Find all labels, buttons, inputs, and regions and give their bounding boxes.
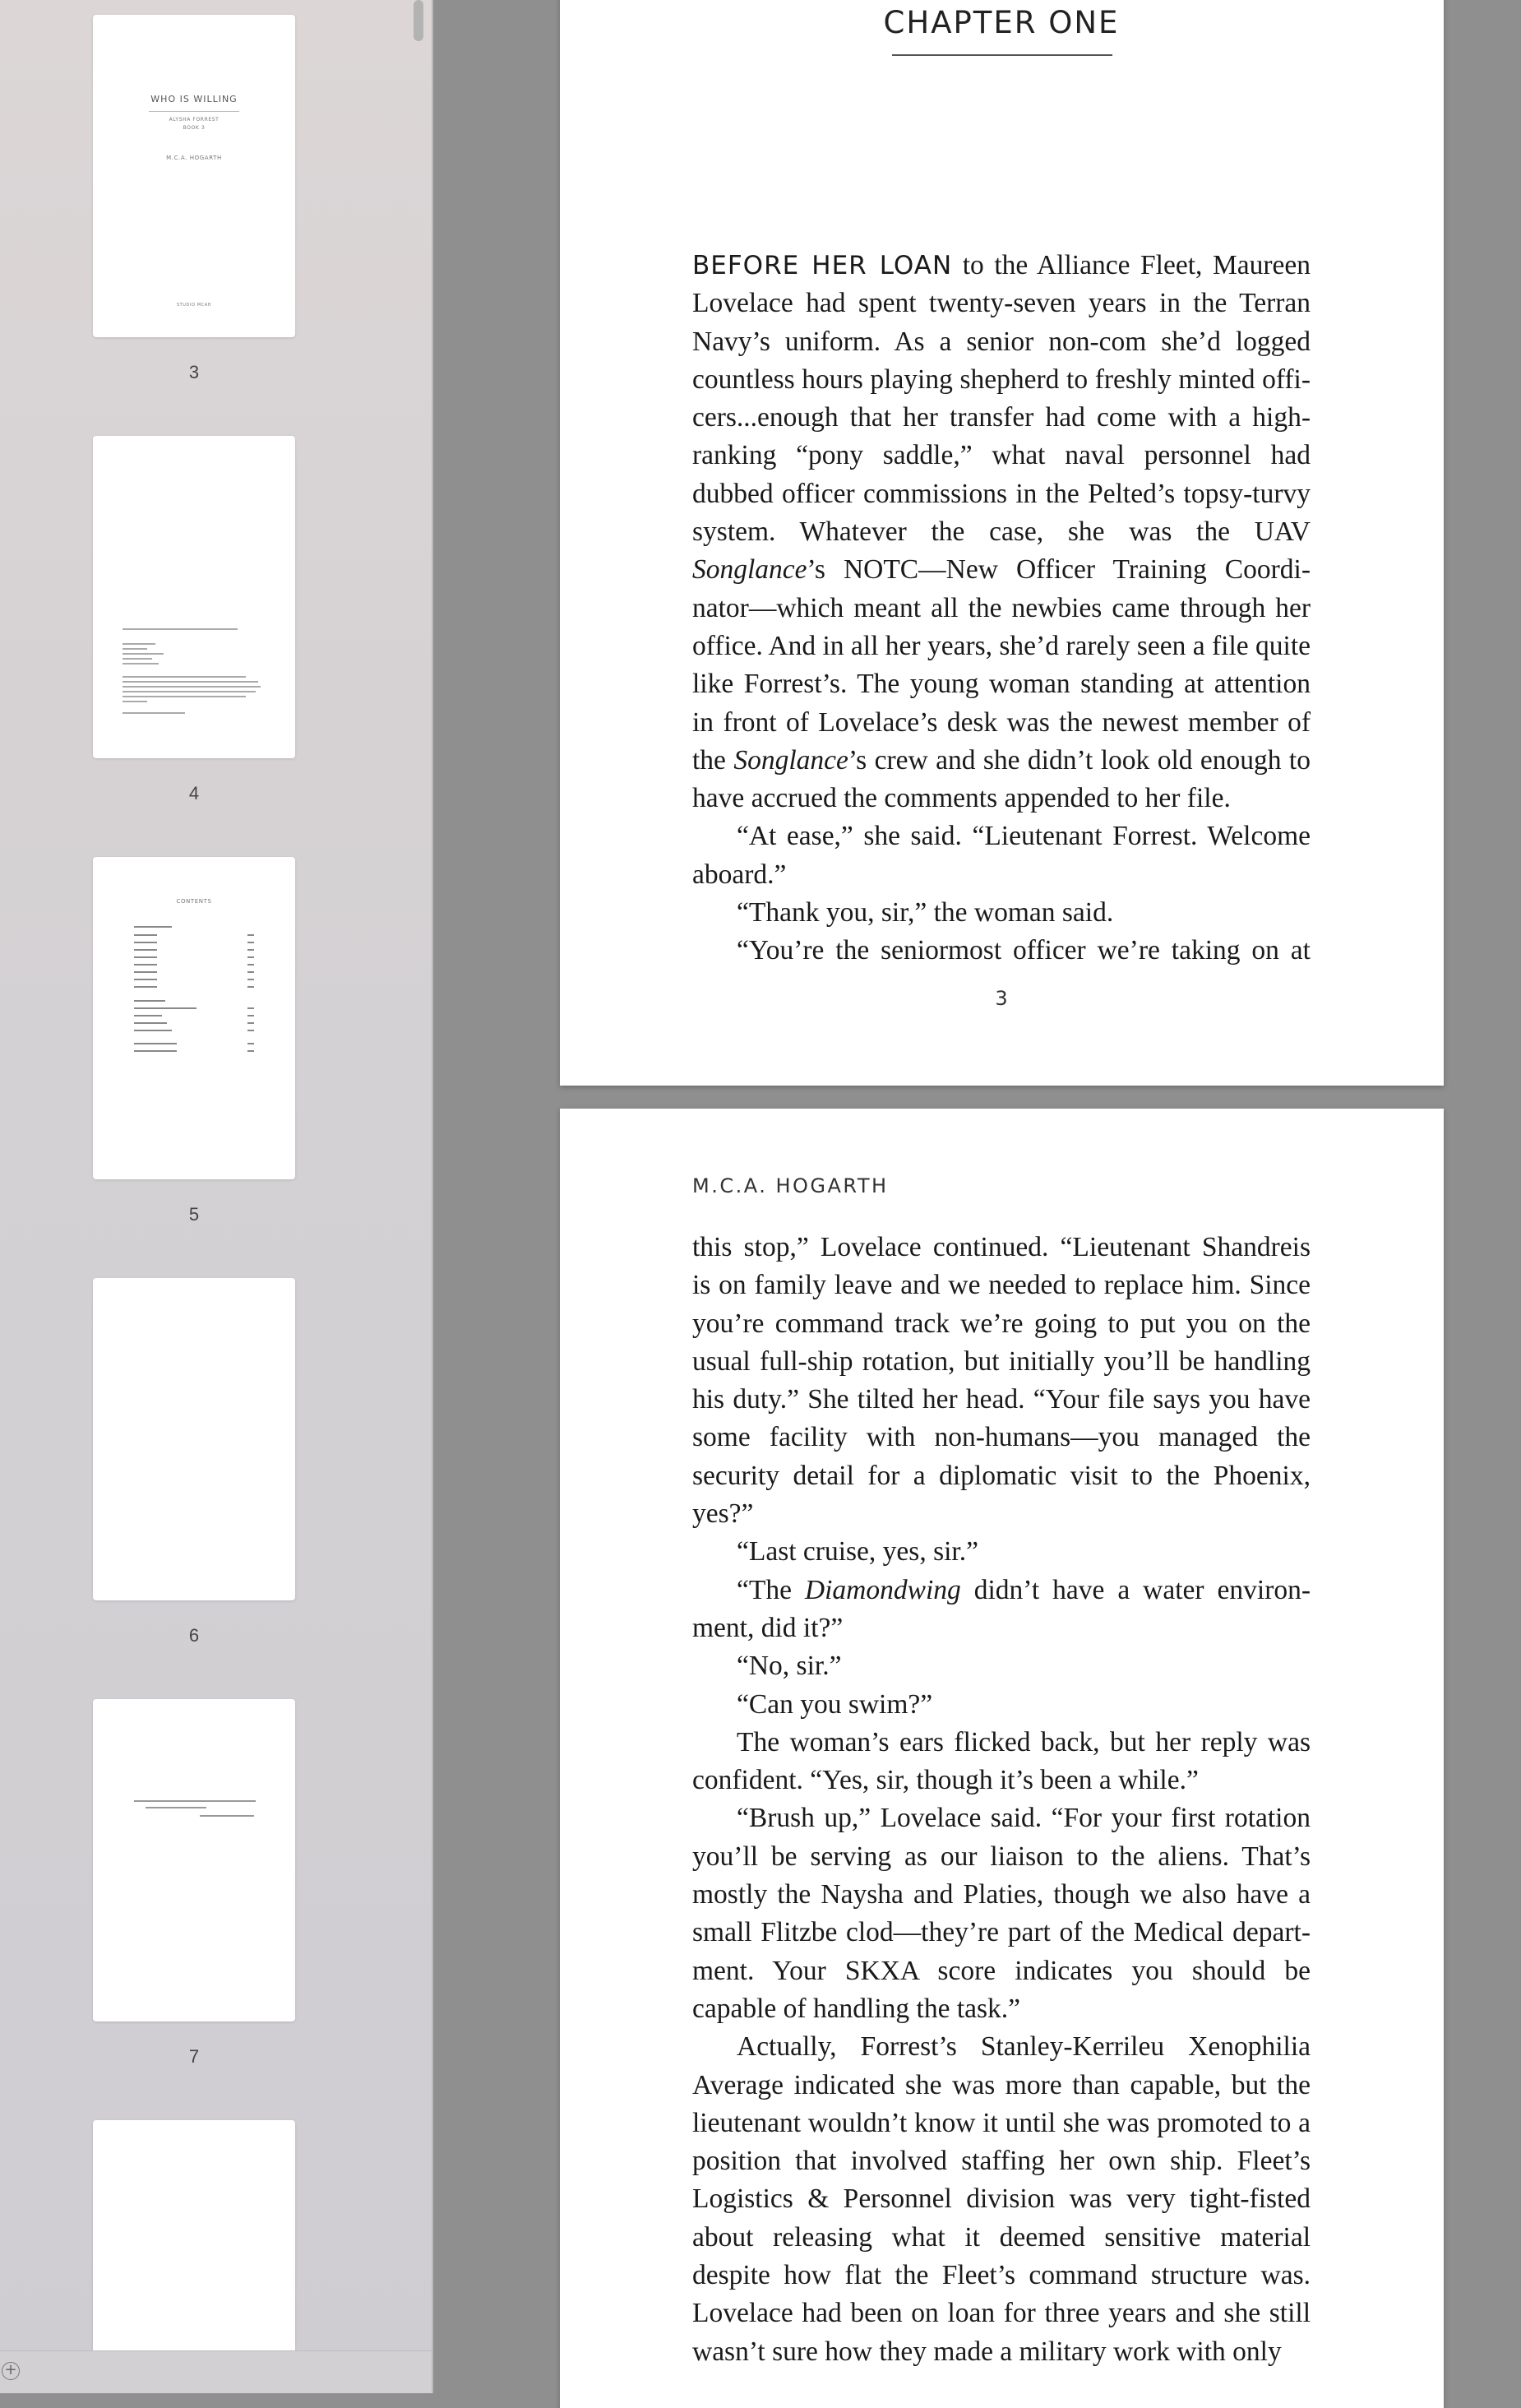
page-number: 3 <box>995 987 1008 1010</box>
page-thumbnail-4[interactable] <box>93 436 295 758</box>
paragraph: “Can you swim?” <box>737 1688 933 1720</box>
chapter-heading-rule <box>892 54 1112 56</box>
thumbnail-number-7: 7 <box>188 2046 200 2067</box>
page-4-body <box>692 1229 1311 2371</box>
page-thumbnail-sidebar <box>0 0 432 2393</box>
running-header: M.C.A. HOGARTH <box>692 1174 889 1197</box>
paragraph-lead-in: BEFORE HER LOAN <box>692 251 953 280</box>
ship-name: Songlance <box>692 554 807 586</box>
page-thumbnail-6[interactable] <box>93 1278 295 1600</box>
thumbnail-number-6: 6 <box>188 1625 200 1646</box>
paragraph: this stop,” Lovelace continued. “Lieutenant Shandreis is on family leave and we needed to replace him. Since you’re command track we’re going to put you on the usual full-ship rotation, but initially you’ll be handling his duty.” She tilted her head. “Your file says you have some facility with non-humans—you managed the security detail for a diplomatic visit to the Phoenix, yes?” <box>692 1232 1311 1530</box>
page-thumbnail-3[interactable] <box>93 15 295 337</box>
ship-name: Diamondwing <box>804 1574 961 1605</box>
thumb-rule <box>149 111 239 112</box>
paragraph: “No, sir.” <box>737 1651 842 1682</box>
thumb-title: WHO IS WILLING <box>150 94 238 104</box>
paragraph: “You’re the seniormost officer we’re taking on at <box>737 935 1311 966</box>
thumbnail-number-3: 3 <box>188 362 200 382</box>
paragraph: “Last cruise, yes, sir.” <box>737 1536 978 1568</box>
thumb-author: M.C.A. HOGARTH <box>166 155 222 161</box>
thumb-contents-heading: CONTENTS <box>176 898 212 905</box>
paragraph <box>692 247 1311 817</box>
sidebar-scrollbar-track[interactable] <box>413 0 424 2352</box>
paragraph-text: ’s NOTC—New Officer Training Coordinator—which meant all the newbies came through her office. And in all her years, she’d rarely seen a file quite like Forrest’s. The young woman standing at attention in front of Lovelace’s desk was the newest member of the <box>692 554 1311 776</box>
page-thumbnail-7[interactable] <box>93 1699 295 2021</box>
paragraph: Actually, Forrest’s Stanley-Kerrileu Xenophilia Average indicated she was more than capable, but the lieutenant wouldn’t know it until she was promoted to a position that involved staffing her own ship. Fleet’s Logistics & Personnel division was very tight-fisted about releasing what it deemed sensitive material despite how flat the Fleet’s command structure was. Lovelace had been on loan for three years and she still wasn’t sure how they made a military work with only <box>692 2031 1311 2367</box>
page-thumbnail-5[interactable] <box>93 857 295 1179</box>
sidebar-bottom-bar <box>0 2350 432 2393</box>
paragraph-text: ’s crew and she didn’t look old enough to have accrued the comments appended to her file. <box>692 744 1311 814</box>
sidebar-divider[interactable] <box>432 0 433 2393</box>
ship-name: Songlance <box>733 744 848 776</box>
thumb-series: ALYSHA FORREST <box>169 117 220 123</box>
paragraph: “Brush up,” Lovelace said. “For your first rotation you’ll be serving as our liaison to the aliens. That’s mostly the Naysha and Platies, though we also have a small Flitzbe clod—they’re part of the Medical department. Your SKXA score indicates you should be capable of handling the task.” <box>692 1803 1311 2024</box>
paragraph-text: to the Alliance Fleet, Maureen Lovelace had spent twenty-seven years in the Terran Navy’s uniform. As a senior non-com she’d logged countless hours playing shepherd to freshly minted officers...enough that her transfer had come with a high-ranking “pony saddle,” what naval personnel had dubbed officer commissions in the Pelted’s topsy-turvy system. Whatever the case, she was the UAV <box>692 250 1311 548</box>
thumb-publisher: STUDIO MCAH <box>176 303 212 308</box>
thumb-book: BOOK 3 <box>183 125 206 131</box>
paragraph: “At ease,” she said. “Lieutenant Forrest. Welcome aboard.” <box>692 821 1311 890</box>
chapter-heading: CHAPTER ONE <box>883 5 1120 40</box>
paragraph: The woman’s ears flicked back, but her reply was confident. “Yes, sir, though it’s been a while.” <box>692 1726 1311 1796</box>
thumbnail-number-5: 5 <box>188 1204 200 1225</box>
paragraph-text: didn’t have a water environment, did it?” <box>692 1574 1311 1643</box>
paragraph <box>692 1572 1311 1648</box>
page-thumbnail-8[interactable] <box>93 2120 295 2367</box>
page-3-body <box>692 247 1311 970</box>
paragraph: “Thank you, sir,” the woman said. <box>737 897 1114 928</box>
thumbnail-number-4: 4 <box>188 783 200 803</box>
sidebar-scrollbar-thumb[interactable] <box>414 0 423 41</box>
add-page-icon[interactable]: + <box>2 2362 20 2380</box>
paragraph-text: “The <box>737 1574 805 1605</box>
